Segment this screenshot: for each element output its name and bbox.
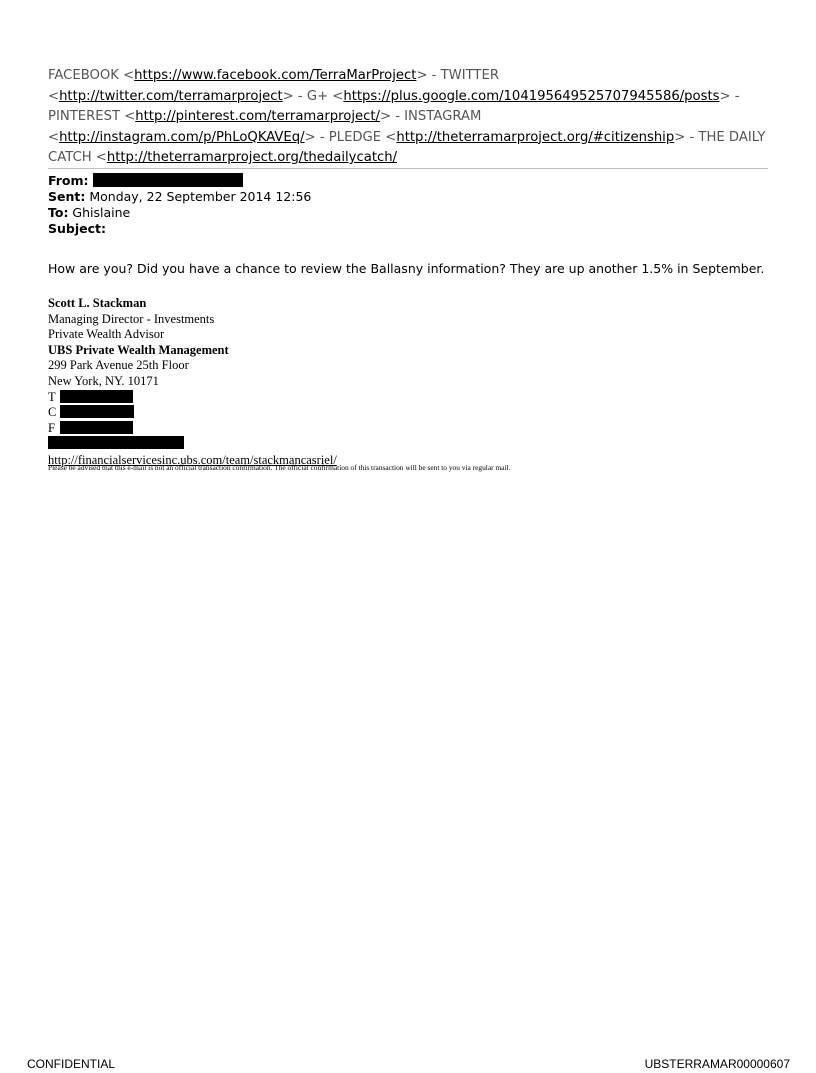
catch-label: CATCH < — [48, 150, 107, 165]
signature-role: Private Wealth Advisor — [48, 327, 165, 342]
pledge-label: > - PLEDGE < — [304, 129, 397, 145]
gplus-link[interactable]: https://plus.google.com/104195649525707945586/posts — [343, 88, 720, 104]
subject-row — [48, 221, 311, 237]
pinterest-label: PINTEREST < — [48, 109, 136, 124]
email-header — [48, 173, 311, 237]
signature-company: UBS Private Wealth Management — [48, 342, 229, 357]
header-divider — [48, 168, 768, 169]
fax-row — [48, 421, 337, 437]
pinterest-link[interactable]: http://pinterest.com/terramarproject/ — [135, 109, 380, 124]
social-line-2 — [48, 87, 778, 108]
email-body: How are you? Did you have a chance to review the Ballasny information? They are up another 1.5% in September. — [48, 261, 765, 276]
facebook-label: FACEBOOK < — [48, 68, 135, 83]
signature-address-1: 299 Park Avenue 25th Floor — [48, 358, 189, 373]
gplus-label: > - G+ < — [282, 88, 344, 104]
phone-row — [48, 390, 337, 406]
sent-label: Sent: — [48, 189, 86, 204]
twitter-label: > - TWITTER — [416, 68, 499, 83]
social-line-4 — [48, 128, 778, 149]
instagram-link[interactable]: http://instagram.com/p/PhLoQKAVEq/ — [59, 129, 305, 145]
to-value: Ghislaine — [68, 205, 131, 220]
twitter-open: < — [48, 88, 60, 104]
email-row — [48, 436, 337, 452]
instagram-open: < — [48, 129, 60, 145]
bates-number: UBSTERRAMAR00000607 — [644, 1057, 790, 1071]
social-links-block — [48, 66, 778, 169]
daily-label: > - THE DAILY — [674, 129, 766, 145]
subject-label: Subject: — [48, 221, 106, 236]
redaction-box — [93, 173, 243, 187]
fax-label: F — [48, 420, 55, 435]
signature-title: Managing Director - Investments — [48, 311, 215, 326]
pledge-link[interactable]: http://theterramarproject.org/#citizenship — [396, 129, 675, 145]
confidential-label: CONFIDENTIAL — [27, 1057, 116, 1071]
redaction-box — [48, 436, 184, 449]
from-label: From: — [48, 173, 89, 188]
redaction-box — [60, 405, 134, 418]
facebook-link[interactable]: https://www.facebook.com/TerraMarProject — [134, 68, 417, 83]
social-line-1 — [48, 66, 778, 87]
twitter-link[interactable]: http://twitter.com/terramarproject — [59, 88, 283, 104]
signature-block — [48, 296, 337, 469]
social-line-3 — [48, 107, 778, 128]
signature-name: Scott L. Stackman — [48, 296, 147, 310]
redaction-box — [60, 390, 133, 403]
disclaimer-text: Please be advised that this e-mail is not an official transaction confirmation. The official confirmation of this transaction will be sent to you via regular mail. — [48, 463, 511, 472]
from-row — [48, 173, 311, 189]
cell-label: C — [48, 405, 57, 420]
instagram-label: > - INSTAGRAM — [379, 109, 482, 124]
dailycatch-link[interactable]: http://theterramarproject.org/thedailycatch/ — [106, 150, 398, 165]
to-label: To: — [48, 205, 69, 220]
sent-value: Monday, 22 September 2014 12:56 — [85, 189, 312, 204]
social-line-5 — [48, 148, 778, 169]
to-row — [48, 205, 311, 221]
gplus-close: > - — [719, 88, 740, 104]
cell-row — [48, 405, 337, 421]
signature-address-2: New York, NY. 10171 — [48, 373, 159, 388]
phone-label: T — [48, 389, 56, 404]
profile-link[interactable]: http://financialservicesinc.ubs.com/team/stackmancasriel/ — [48, 452, 337, 467]
sent-row — [48, 189, 311, 205]
redaction-box — [60, 421, 133, 434]
